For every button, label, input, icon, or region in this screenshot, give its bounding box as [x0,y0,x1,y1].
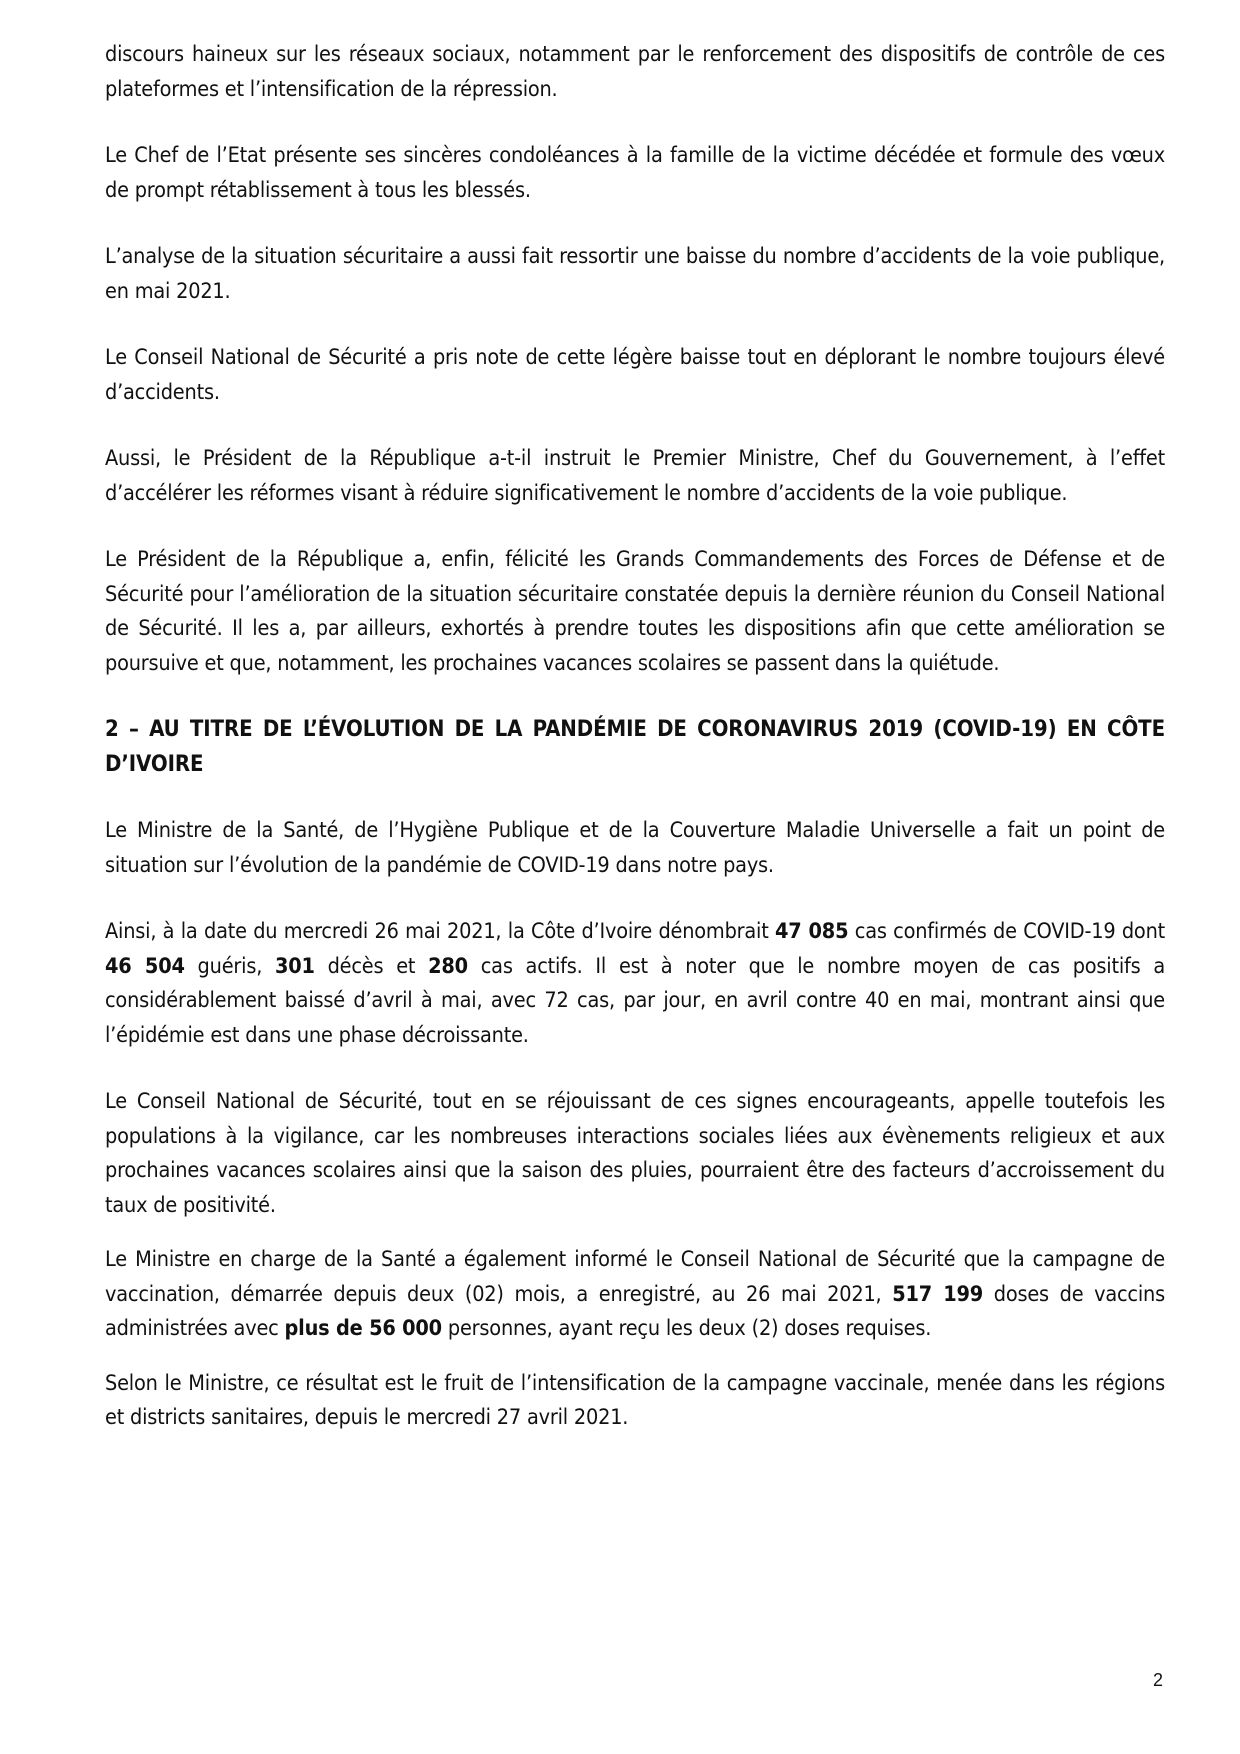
vaccination-text-2: doses de vaccins administrées avec [105,1281,1165,1341]
document-page [105,38,1165,1468]
stats-text-4: décès et [314,953,429,979]
paragraph-hate-speech: discours haineux sur les réseaux sociaux, notamment par le renforcement des dispositifs de contrôle de ces plateformes et l’intensification de la répression. [105,42,1165,102]
paragraph-minister-intro: Le Ministre de la Santé, de l’Hygiène Publique et de la Couverture Maladie Universelle a fait un point de situation sur l’évolution de la pandémie de COVID-19 dans notre pays. [105,818,1165,878]
paragraph-reforms-instruction: Aussi, le Président de la République a-t-il instruit le Premier Ministre, Chef du Gouvernement, à l’effet d’accélérer les réformes visant à réduire significativement le nombre d’accidents de la voie publique. [105,446,1165,506]
paragraph-vigilance: Le Conseil National de Sécurité, tout en se réjouissant de ces signes encourageants, appelle toutefois les populations à la vigilance, car les nombreuses interactions sociales liées aux évènements religieux et aux prochaines vacances scolaires ainsi que la saison des pluies, pourraient être des facteurs d’accroissement du taux de positivité. [105,1089,1165,1218]
stats-text-2: cas confirmés de COVID-19 dont [848,919,1166,944]
active-cases-count: 280 [428,953,468,979]
paragraph-covid-statistics [105,915,1165,1053]
vaccination-text-1: Le Ministre en charge de la Santé a également informé le Conseil National de Sécurité que la campagne de vaccination, démarrée depuis deux (02) mois, a enregistré, au 26 mai 2021, [105,1247,1165,1307]
fully-vaccinated-count: plus de 56 000 [284,1316,442,1341]
doses-administered-count: 517 199 [892,1281,984,1307]
page-number: 2 [1153,1670,1164,1690]
stats-text-1: Ainsi, à la date du mercredi 26 mai 2021, la Côte d’Ivoire dénombrait [105,919,776,944]
recovered-count: 46 504 [105,953,185,979]
section-heading-covid: 2 – AU TITRE DE L’ÉVOLUTION DE LA PANDÉMIE DE CORONAVIRUS 2019 (COVID-19) EN CÔTE D’IVOIRE [105,717,1165,777]
paragraph-condolences: Le Chef de l’Etat présente ses sincères condoléances à la famille de la victime décédée et formule des vœux de prompt rétablissement à tous les blessés. [105,143,1165,203]
paragraph-road-accidents: L’analyse de la situation sécuritaire a aussi fait ressortir une baisse du nombre d’accidents de la voie publique, en mai 2021. [105,244,1165,304]
stats-text-5: cas actifs. Il est à noter que le nombre moyen de cas positifs a considérablement baissé d’avril à mai, avec 72 cas, par jour, en avril contre 40 en mai, montrant ainsi que l’épidémie est dans une phase décroissante. [105,953,1165,1048]
confirmed-cases-count: 47 085 [775,919,849,944]
deaths-count: 301 [274,953,315,979]
paragraph-congratulations: Le Président de la République a, enfin, félicité les Grands Commandements des Forces de Défense et de Sécurité pour l’amélioration de la situation sécuritaire constatée depuis la dernière réunion du Conseil National de Sécurité. Il les a, par ailleurs, exhortés à prendre toutes les dispositions afin que cette amélioration se poursuive et que, notamment, les prochaines vacances scolaires se passent dans la quiétude. [105,547,1165,676]
stats-text-3: guéris, [184,953,275,979]
paragraph-campaign-result: Selon le Ministre, ce résultat est le fruit de l’intensification de la campagne vaccinale, menée dans les régions et districts sanitaires, depuis le mercredi 27 avril 2021. [105,1370,1165,1430]
vaccination-text-3: personnes, ayant reçu les deux (2) doses requises. [441,1316,932,1341]
paragraph-vaccination [105,1243,1165,1347]
paragraph-council-note: Le Conseil National de Sécurité a pris note de cette légère baisse tout en déplorant le nombre toujours élevé d’accidents. [105,345,1165,405]
